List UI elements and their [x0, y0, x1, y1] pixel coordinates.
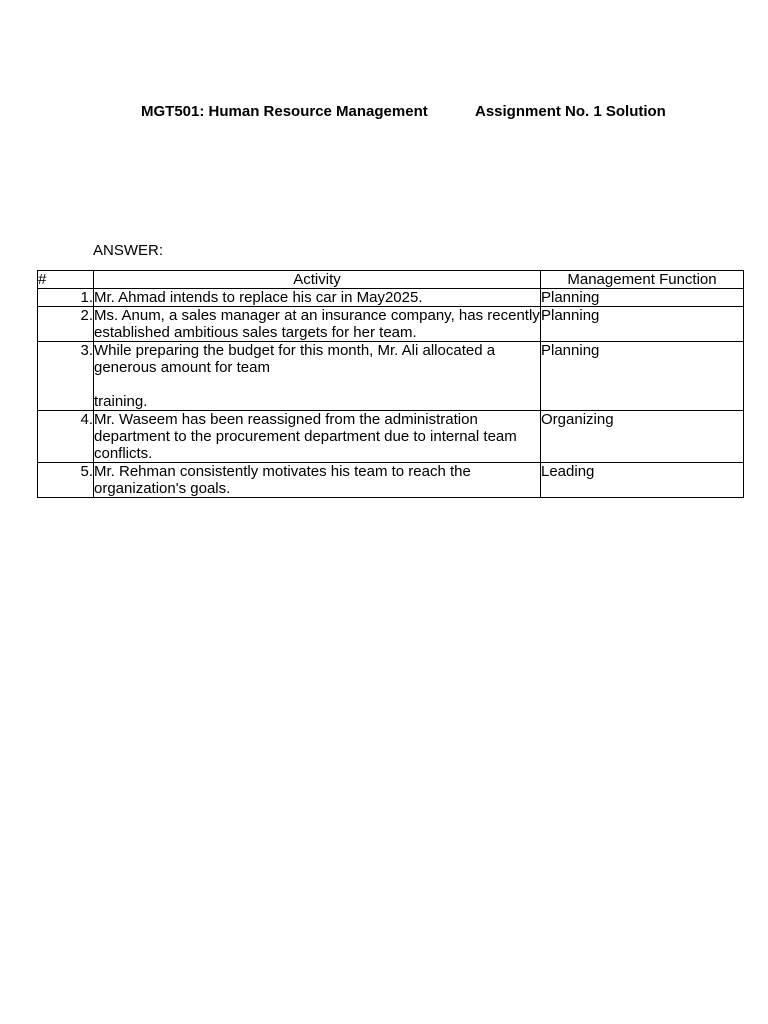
- row-number: 3.: [38, 342, 94, 411]
- answer-table: [37, 270, 744, 498]
- table-row: [38, 307, 744, 342]
- column-header-number: #: [38, 271, 94, 289]
- row-number: 1.: [38, 289, 94, 307]
- table-row: [38, 342, 744, 411]
- row-activity: Mr. Rehman consistently motivates his team to reach the organization's goals.: [94, 463, 541, 498]
- row-function: Organizing: [541, 411, 744, 463]
- row-function: Planning: [541, 307, 744, 342]
- assignment-title: Assignment No. 1 Solution: [475, 103, 666, 120]
- row-activity: Mr. Ahmad intends to replace his car in May2025.: [94, 289, 541, 307]
- row-function: Leading: [541, 463, 744, 498]
- course-title: MGT501: Human Resource Management: [141, 103, 428, 120]
- table-row: [38, 289, 744, 307]
- table-row: [38, 411, 744, 463]
- column-header-function: Management Function: [541, 271, 744, 289]
- row-activity: Ms. Anum, a sales manager at an insurance company, has recently established ambitious sales targets for her team.: [94, 307, 540, 341]
- answer-label: ANSWER:: [93, 242, 164, 259]
- row-number: 2.: [38, 307, 94, 342]
- row-function: Planning: [541, 289, 744, 307]
- blank-line: [94, 376, 540, 393]
- row-activity-continued: training.: [94, 393, 148, 410]
- row-function: Planning: [541, 342, 744, 411]
- row-number: 5.: [38, 463, 94, 498]
- table-header-row: [38, 271, 744, 289]
- document-header: [0, 103, 768, 123]
- column-header-activity: Activity: [94, 271, 541, 289]
- row-activity-cell: [94, 342, 541, 411]
- row-activity: Mr. Waseem has been reassigned from the administration department to the procurement department due to internal team conflicts.: [94, 411, 541, 463]
- table-row: [38, 463, 744, 498]
- row-activity: While preparing the budget for this month, Mr. Ali allocated a generous amount for team: [94, 342, 496, 376]
- row-number: 4.: [38, 411, 94, 463]
